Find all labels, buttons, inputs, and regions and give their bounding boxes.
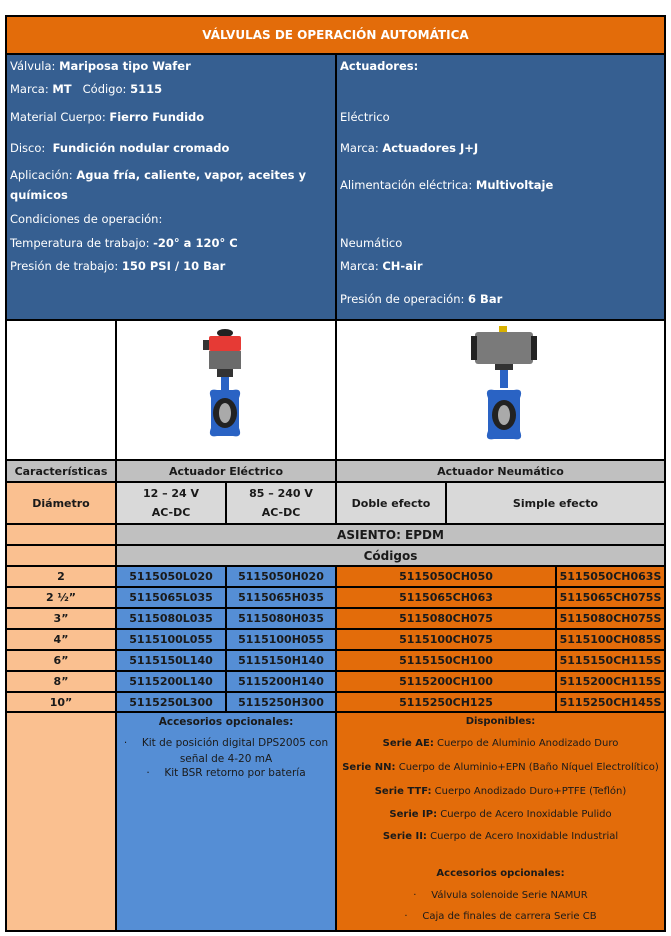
electric-accessories-heading: Accesorios opcionales: <box>158 716 294 728</box>
actuators-heading: Actuadores: <box>340 59 419 73</box>
series-name: Serie AE: <box>382 738 434 749</box>
electric-valve-image-cell <box>115 319 337 461</box>
code-electric-low: 5115065L035 <box>115 586 227 609</box>
voltage-low-header <box>115 481 227 525</box>
electric-heading: Eléctrico <box>340 110 390 124</box>
pneumatic-accessories-heading: Accesorios opcionales: <box>436 868 565 879</box>
code-electric-low: 5115100L055 <box>115 628 227 651</box>
image-row-empty-cell <box>5 319 117 461</box>
series-item <box>337 809 664 820</box>
diameter-cell: 6” <box>5 649 117 672</box>
diameter-cell: 4” <box>5 628 117 651</box>
voltage-low-type: AC-DC <box>151 506 191 519</box>
code-pneumatic-double: 5115080CH075 <box>335 607 557 630</box>
diameter-cell: 2 ½” <box>5 586 117 609</box>
code-electric-high: 5115080H035 <box>225 607 337 630</box>
diameter-cell: 3” <box>5 607 117 630</box>
code-electric-low: 5115250L300 <box>115 691 227 714</box>
operating-conditions: Condiciones de operación: <box>10 212 163 226</box>
actuators-info-panel <box>335 53 666 321</box>
available-heading: Disponibles: <box>465 716 536 727</box>
code-pneumatic-double: 5115250CH125 <box>335 691 557 714</box>
codes-header: Códigos <box>115 544 666 567</box>
code-pneumatic-double: 5115065CH063 <box>335 586 557 609</box>
electric-accessory-item: · Kit BSR retorno por batería <box>146 767 306 779</box>
code-pneumatic-single: 5115065CH075S <box>555 586 666 609</box>
double-effect-header: Doble efecto <box>335 481 447 525</box>
valve-disc: Disco: Fundición nodular cromado <box>10 141 230 155</box>
page-title: VÁLVULAS DE OPERACIÓN AUTOMÁTICA <box>5 15 666 55</box>
code-pneumatic-double: 5115050CH050 <box>335 565 557 588</box>
diameter-header: Diámetro <box>5 481 117 525</box>
series-description: Cuerpo de Aluminio+EPN (Baño Níquel Electrolítico) <box>395 762 659 773</box>
code-pneumatic-double: 5115100CH075 <box>335 628 557 651</box>
voltage-high-header <box>225 481 337 525</box>
code-pneumatic-single: 5115050CH063S <box>555 565 666 588</box>
series-description: Cuerpo de Aluminio Anodizado Duro <box>433 738 619 749</box>
voltage-high-type: AC-DC <box>261 506 301 519</box>
electric-actuator-valve-icon <box>195 328 255 448</box>
working-temperature: Temperatura de trabajo: -20° a 120° C <box>10 236 238 250</box>
series-item <box>337 762 664 773</box>
series-name: Serie TTF: <box>374 786 432 797</box>
code-electric-low: 5115150L140 <box>115 649 227 672</box>
single-effect-header: Simple efecto <box>445 481 666 525</box>
electric-accessory-item: · Kit de posición digital DPS2005 con <box>123 737 329 749</box>
valve-application: Aplicación: Agua fría, caliente, vapor, aceites y <box>10 168 306 182</box>
series-item <box>337 738 664 749</box>
characteristics-header: Características <box>5 459 117 483</box>
electric-brand: Marca: Actuadores J+J <box>340 141 479 155</box>
seat-header: ASIENTO: EPDM <box>115 523 666 546</box>
pneumatic-accessory-item: · Válvula solenoide Serie NAMUR <box>413 890 588 901</box>
electric-accessory-item-cont: señal de 4-20 mA <box>179 753 273 765</box>
pneumatic-actuator-header: Actuador Neumático <box>335 459 666 483</box>
code-electric-high: 5115050H020 <box>225 565 337 588</box>
code-electric-low: 5115050L020 <box>115 565 227 588</box>
pneumatic-actuator-valve-icon <box>469 326 539 451</box>
code-electric-high: 5115100H055 <box>225 628 337 651</box>
code-pneumatic-single: 5115100CH085S <box>555 628 666 651</box>
series-name: Serie II: <box>382 831 427 842</box>
diameter-cell: 8” <box>5 670 117 693</box>
code-electric-high: 5115200H140 <box>225 670 337 693</box>
series-description: Cuerpo de Acero Inoxidable Pulido <box>437 809 612 820</box>
code-electric-high: 5115250H300 <box>225 691 337 714</box>
voltage-low-range: 12 – 24 V <box>142 487 200 500</box>
pneumatic-valve-image-cell <box>335 319 666 461</box>
valve-brand-code: Marca: MT Código: 5115 <box>10 82 163 96</box>
diameter-cell: 2 <box>5 565 117 588</box>
valve-material: Material Cuerpo: Fierro Fundido <box>10 110 205 124</box>
codes-row-empty <box>5 544 117 567</box>
code-pneumatic-single: 5115250CH145S <box>555 691 666 714</box>
electric-accessories-cell <box>115 711 337 932</box>
series-description: Cuerpo de Acero Inoxidable Industrial <box>426 831 619 842</box>
code-pneumatic-single: 5115150CH115S <box>555 649 666 672</box>
pneumatic-pressure: Presión de operación: 6 Bar <box>340 292 503 306</box>
series-name: Serie IP: <box>389 809 438 820</box>
code-pneumatic-single: 5115080CH075S <box>555 607 666 630</box>
working-pressure: Presión de trabajo: 150 PSI / 10 Bar <box>10 259 226 273</box>
accessories-row-empty <box>5 711 117 932</box>
diameter-cell: 10” <box>5 691 117 714</box>
code-electric-high: 5115150H140 <box>225 649 337 672</box>
pneumatic-heading: Neumático <box>340 236 403 250</box>
series-name: Serie NN: <box>342 762 396 773</box>
pneumatic-series-cell <box>335 711 666 932</box>
seat-row-empty <box>5 523 117 546</box>
voltage-high-range: 85 – 240 V <box>249 487 313 500</box>
series-item <box>337 831 664 842</box>
valve-type: Válvula: Mariposa tipo Wafer <box>10 59 191 73</box>
series-description: Cuerpo Anodizado Duro+PTFE (Teflón) <box>431 786 627 797</box>
code-pneumatic-double: 5115200CH100 <box>335 670 557 693</box>
series-item <box>337 786 664 797</box>
code-pneumatic-double: 5115150CH100 <box>335 649 557 672</box>
electric-power: Alimentación eléctrica: Multivoltaje <box>340 178 554 192</box>
electric-actuator-header: Actuador Eléctrico <box>115 459 337 483</box>
code-electric-low: 5115200L140 <box>115 670 227 693</box>
pneumatic-brand: Marca: CH-air <box>340 259 423 273</box>
code-electric-low: 5115080L035 <box>115 607 227 630</box>
code-pneumatic-single: 5115200CH115S <box>555 670 666 693</box>
pneumatic-accessory-item: · Caja de finales de carrera Serie CB <box>404 911 597 922</box>
code-electric-high: 5115065H035 <box>225 586 337 609</box>
valve-info-panel <box>5 53 337 321</box>
valve-application-cont: químicos <box>10 188 68 202</box>
